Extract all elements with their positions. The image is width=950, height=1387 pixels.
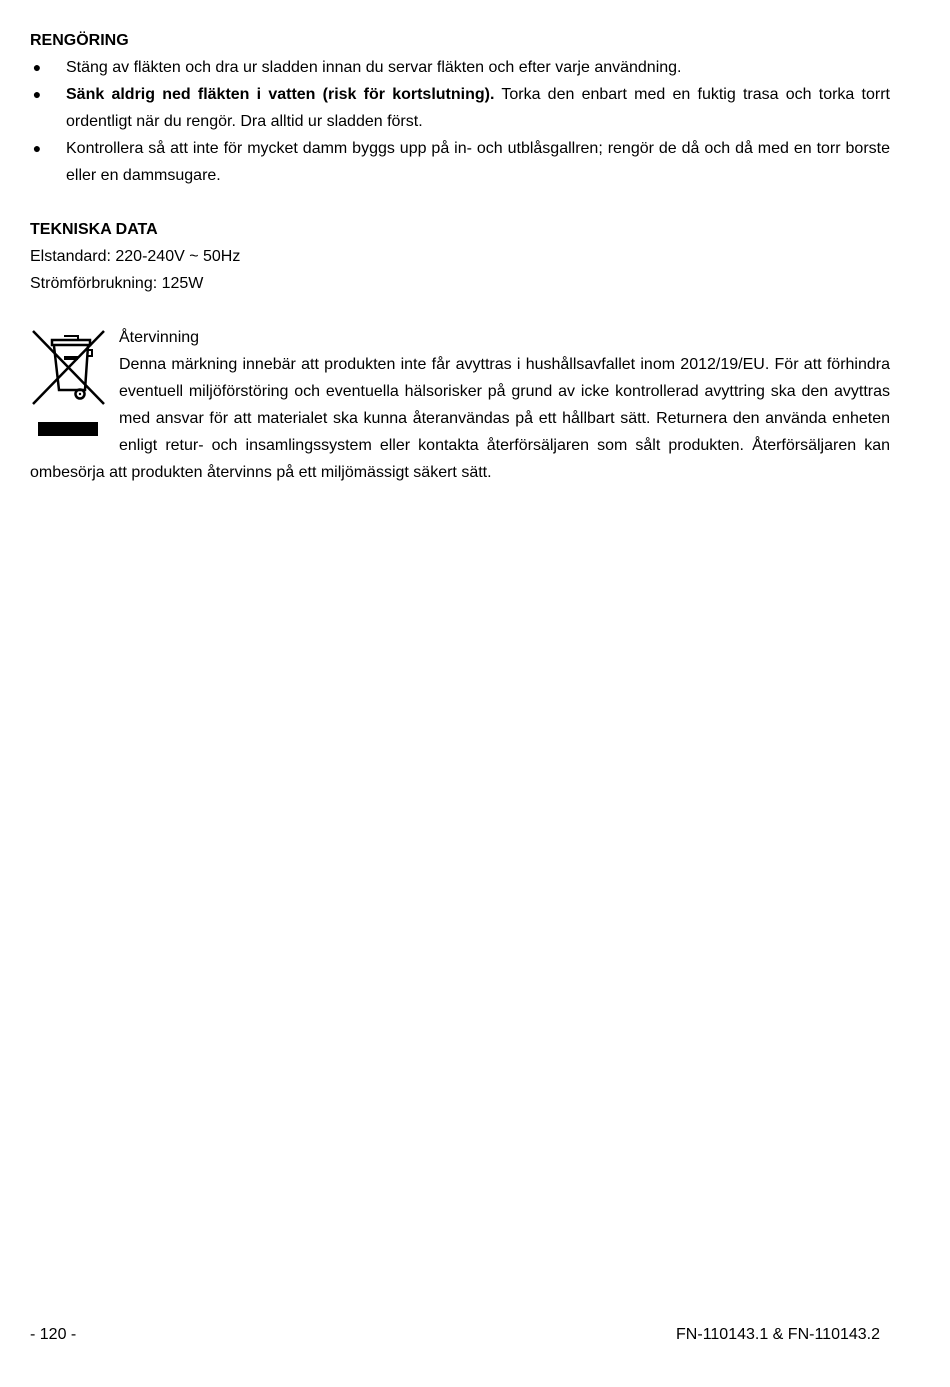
- recycling-text: Denna märkning innebär att produkten inte får avyttras i hushållsavfallet inom 2012/19/EU. För att förhindra eventuell miljöförstöring och eventuella hälsorisker på grund av icke kontrollerad avyttring ska den avyttras med ansvar för att materialet ska kunna återanvändas på ett hållbart sätt. Returnera den använda enheten enligt retur- och insamlingssystem eller kontakta återförsäljaren som sålt produkten. Återförsäljaren kan ombesörja att produkten återvinns på ett miljömässigt säkert sätt.: [30, 356, 890, 481]
- list-item-text: Kontrollera så att inte för mycket damm byggs upp på in- och utblåsgallren; rengör de då och då med en torr borste eller en dammsugare.: [66, 140, 890, 184]
- voltage-spec: Elstandard: 220-240V ~ 50Hz: [30, 248, 241, 265]
- crossed-out-wheelie-bin-icon: [30, 326, 110, 438]
- bullet-icon: ●: [32, 86, 42, 102]
- list-item: [30, 81, 890, 135]
- tech-data-heading: TEKNISKA DATA: [30, 221, 158, 238]
- model-number: FN-110143.1 & FN-110143.2: [676, 1326, 880, 1343]
- list-item-text: Stäng av fläkten och dra ur sladden innan du servar fläkten och efter varje användning.: [66, 59, 682, 76]
- recycling-section: [30, 324, 890, 486]
- bullet-icon: ●: [32, 59, 42, 75]
- section-spacer: [30, 297, 890, 324]
- cleaning-list: [30, 54, 890, 189]
- power-spec: Strömförbrukning: 125W: [30, 275, 204, 292]
- list-item: [30, 54, 890, 81]
- page-content: [30, 27, 890, 486]
- list-item: [30, 135, 890, 189]
- list-item-text: Torka den enbart med en fuktig trasa och torka torrt ordentligt när du rengör. Dra alltid ur sladden först.: [66, 86, 890, 130]
- section-spacer: [30, 189, 890, 216]
- bullet-icon: ●: [32, 140, 42, 156]
- list-item-warning: Sänk aldrig ned fläkten i vatten (risk för kortslutning).: [66, 86, 495, 103]
- cleaning-heading: RENGÖRING: [30, 32, 129, 49]
- page-number: - 120 -: [30, 1326, 77, 1343]
- recycling-title: Återvinning: [119, 329, 200, 346]
